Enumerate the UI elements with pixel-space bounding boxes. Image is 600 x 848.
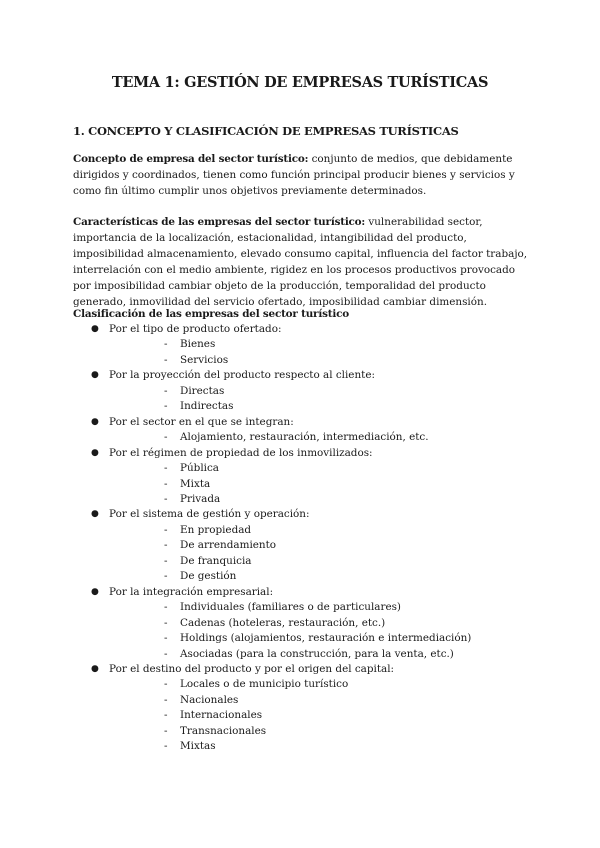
sub-list — [109, 384, 471, 415]
sub-item-label: De franquicia — [180, 554, 252, 567]
classification-heading: Clasificación de las empresas del sector turístico — [73, 308, 349, 320]
bullet-icon: ● — [91, 663, 99, 674]
dash-marker: - — [164, 693, 168, 706]
category-item — [73, 585, 471, 662]
sub-item-label: Individuales (familiares o de particulares) — [180, 601, 401, 614]
sub-item-label: De gestión — [180, 570, 237, 583]
sub-item — [109, 724, 471, 739]
sub-item — [109, 739, 471, 754]
sub-item-label: Nacionales — [180, 693, 239, 706]
dash-marker: - — [164, 384, 168, 397]
sub-item — [109, 461, 471, 476]
dash-marker: - — [164, 492, 168, 505]
sub-item-label: Servicios — [180, 353, 229, 366]
bullet-icon: ● — [91, 370, 99, 381]
sub-list — [109, 337, 471, 368]
sub-item-label: Privada — [180, 492, 221, 505]
sub-item-label: Asociadas (para la construcción, para la venta, etc.) — [180, 647, 454, 660]
dash-marker: - — [164, 570, 168, 583]
sub-item — [109, 523, 471, 538]
sub-item — [109, 492, 471, 507]
category-item — [73, 322, 471, 368]
dash-marker: - — [164, 554, 168, 567]
bullet-icon: ● — [91, 324, 99, 334]
bullet-icon: ● — [91, 447, 99, 458]
sub-item — [109, 384, 471, 399]
category-item — [73, 507, 471, 584]
sub-item — [109, 708, 471, 723]
sub-item — [109, 430, 471, 445]
sub-item — [109, 693, 471, 708]
dash-marker: - — [164, 338, 168, 351]
dash-marker: - — [164, 400, 168, 413]
dash-marker: - — [164, 462, 168, 475]
section-heading: 1. CONCEPTO Y CLASIFICACIÓN DE EMPRESAS TURÍSTICAS — [73, 124, 459, 138]
bullet-icon: ● — [91, 416, 99, 427]
classification-list — [73, 322, 471, 755]
dash-marker: - — [164, 477, 168, 490]
sub-item — [109, 600, 471, 615]
sub-item-label: Bienes — [180, 338, 216, 351]
sub-item — [109, 353, 471, 368]
sub-item — [109, 554, 471, 569]
document-title: TEMA 1: GESTIÓN DE EMPRESAS TURÍSTICAS — [111, 74, 489, 91]
dash-marker: - — [164, 647, 168, 660]
category-label: Por el tipo de producto ofertado: — [109, 323, 282, 335]
sub-item-label: Locales o de municipio turístico — [180, 678, 349, 691]
characteristics-text: vulnerabilidad sector, importancia de la localización, estacionalidad, intangibilidad del producto, imposibilidad almacenamiento, elevado consumo capital, influencia del factor trabajo, interrelación con el medio ambiente, rigidez en los procesos productivos provocado por imposibilidad cambiar objeto de la producción, temporalidad del producto generado, inmovilidad del servicio ofertado, imposibilidad cambiar dimensión. — [73, 216, 528, 308]
sub-item-label: En propiedad — [180, 523, 252, 536]
dash-marker: - — [164, 724, 168, 737]
category-label: Por el destino del producto y por el origen del capital: — [109, 662, 395, 675]
category-item — [73, 662, 471, 755]
sub-item-label: Transnacionales — [180, 724, 267, 737]
concept-paragraph — [73, 151, 533, 199]
sub-item-label: Directas — [180, 384, 225, 397]
sub-item — [109, 477, 471, 492]
category-item — [73, 368, 471, 414]
dash-marker: - — [164, 740, 168, 753]
category-label: Por la proyección del producto respecto al cliente: — [109, 369, 375, 382]
sub-list — [109, 430, 471, 445]
sub-item — [109, 399, 471, 414]
dash-marker: - — [164, 601, 168, 614]
sub-item — [109, 569, 471, 584]
bullet-icon: ● — [91, 509, 99, 520]
sub-item-label: Alojamiento, restauración, intermediación, etc. — [180, 431, 429, 444]
sub-item-label: Indirectas — [180, 400, 234, 413]
category-label: Por la integración empresarial: — [109, 585, 274, 598]
sub-list — [109, 600, 471, 662]
concept-text: conjunto de medios, que debidamente dirigidos y coordinados, tienen como función principal producir bienes y servicios y como fin último cumplir unos objetivos previamente determinados. — [73, 153, 515, 197]
dash-marker: - — [164, 632, 168, 645]
sub-item-label: Cadenas (hoteleras, restauración, etc.) — [180, 616, 386, 629]
sub-item-label: Mixtas — [180, 740, 216, 753]
category-label: Por el régimen de propiedad de los inmovilizados: — [109, 446, 373, 459]
sub-list — [109, 677, 471, 754]
category-label: Por el sistema de gestión y operación: — [109, 508, 310, 521]
characteristics-paragraph — [73, 214, 533, 310]
dash-marker: - — [164, 678, 168, 691]
dash-marker: - — [164, 616, 168, 629]
sub-item — [109, 337, 471, 352]
sub-item-label: De arrendamiento — [180, 539, 277, 552]
concept-term: Concepto de empresa del sector turístico: — [73, 153, 309, 165]
sub-item — [109, 631, 471, 646]
dash-marker: - — [164, 523, 168, 536]
category-label: Por el sector en el que se integran: — [109, 415, 294, 428]
sub-item — [109, 647, 471, 662]
sub-list — [109, 461, 471, 507]
dash-marker: - — [164, 539, 168, 552]
sub-item — [109, 677, 471, 692]
sub-item — [109, 538, 471, 553]
sub-list — [109, 523, 471, 585]
dash-marker: - — [164, 353, 168, 366]
dash-marker: - — [164, 431, 168, 444]
category-item — [73, 446, 471, 508]
category-item — [73, 415, 471, 446]
sub-item-label: Pública — [180, 462, 219, 475]
characteristics-term: Características de las empresas del sector turístico: — [73, 216, 366, 228]
sub-item-label: Mixta — [180, 477, 211, 490]
sub-item-label: Internacionales — [180, 709, 263, 722]
sub-item-label: Holdings (alojamientos, restauración e intermediación) — [180, 632, 472, 645]
dash-marker: - — [164, 709, 168, 722]
sub-item — [109, 616, 471, 631]
bullet-icon: ● — [91, 586, 99, 597]
